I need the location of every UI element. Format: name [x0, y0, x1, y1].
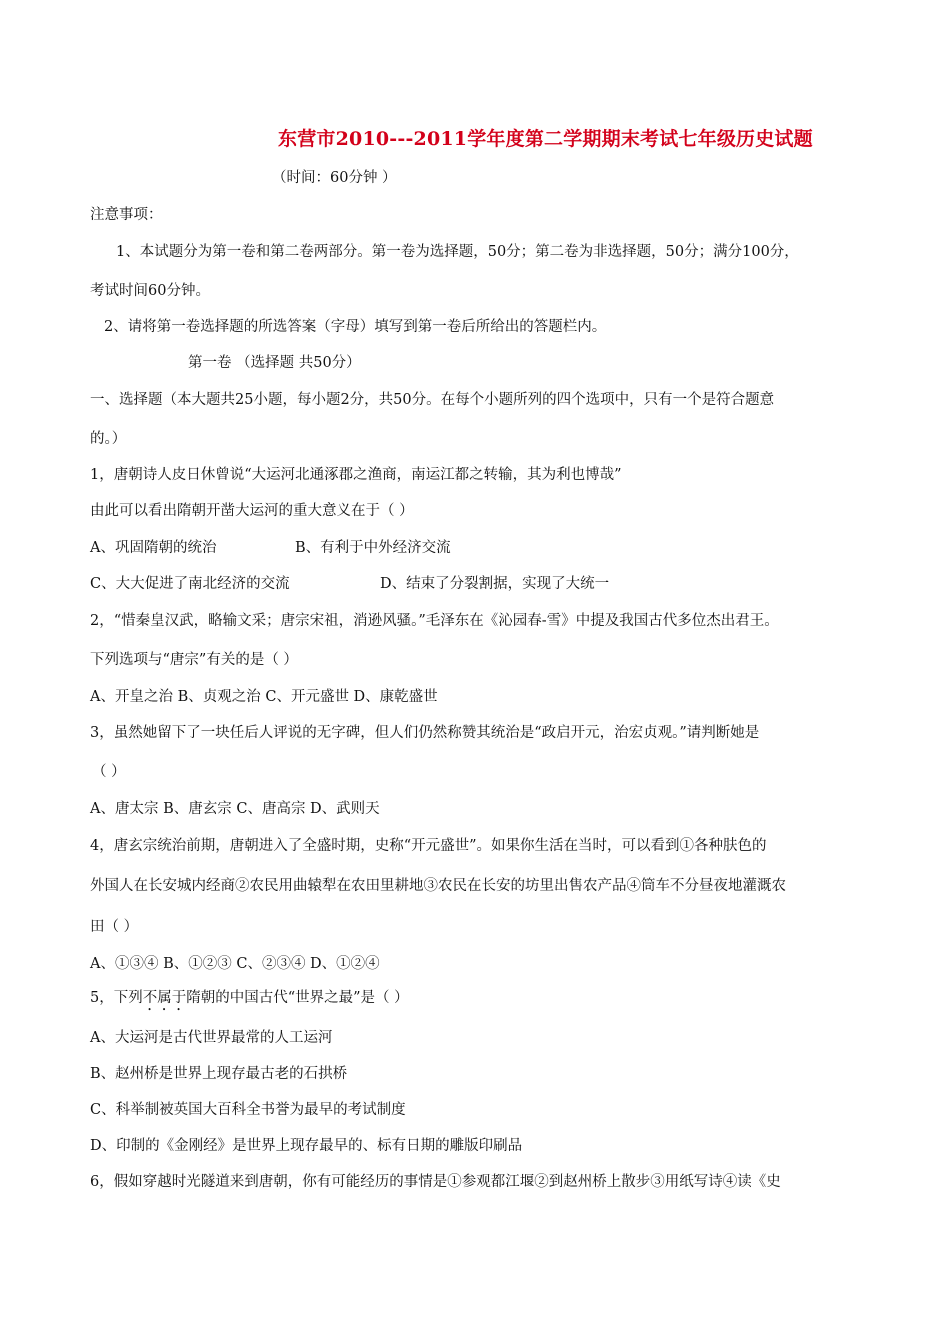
question-1-stem-line-2: 由此可以看出隋朝开凿大运河的重大意义在于（ ） — [90, 503, 414, 519]
question-4-stem-line-1: 4，唐玄宗统治前期，唐朝进入了全盛时期，史称“开元盛世”。如果你生活在当时，可以看到①各种肤色的 — [90, 838, 767, 854]
question-3-options: A、唐太宗 B、唐玄宗 C、唐高宗 D、武则天 — [90, 801, 380, 817]
question-5-option-d: D、印制的《金刚经》是世界上现存最早的、标有日期的雕版印刷品 — [90, 1138, 523, 1154]
question-5-option-c: C、科举制被英国大百科全书誉为最早的考试制度 — [90, 1102, 406, 1118]
question-5-emphasis: 不属于 — [142, 990, 187, 1006]
question-5-stem-prefix: 5，下列 — [90, 990, 143, 1006]
question-2-stem-line-1: 2，“惜秦皇汉武，略输文采；唐宗宋祖，消逊风骚。”毛泽东在《沁园春-雪》中提及我国古代多位杰出君王。 — [90, 613, 779, 629]
question-4-stem-line-2: 外国人在长安城内经商②农民用曲辕犁在农田里耕地③农民在长安的坊里出售农产品④筒车不分昼夜地灌溉农 — [90, 878, 786, 894]
notes-item-2: 2、请将第一卷选择题的所选答案（字母）填写到第一卷后所给出的答题栏内。 — [104, 319, 607, 335]
notes-item-1-line-1: 1、本试题分为第一卷和第二卷两部分。第一卷为选择题，50分；第二卷为非选择题，50分；满分100分， — [116, 244, 799, 260]
section-instructions-line-1: 一、选择题（本大题共25小题，每小题2分，共50分。在每个小题所列的四个选项中，只有一个是符合题意 — [90, 392, 775, 408]
notes-heading: 注意事项： — [90, 207, 163, 223]
exam-time: （时间：60分钟 ） — [272, 170, 397, 186]
question-6-stem-line-1: 6，假如穿越时光隧道来到唐朝，你有可能经历的事情是①参观都江堰②到赵州桥上散步③用纸写诗④读《史 — [90, 1174, 781, 1190]
question-3-stem-line-1: 3，虽然她留下了一块任后人评说的无字碑，但人们仍然称赞其统治是“政启开元，治宏贞观。”请判断她是 — [90, 725, 760, 741]
question-5-stem — [90, 988, 409, 1014]
question-5-option-a: A、大运河是古代世界最常的人工运河 — [90, 1030, 333, 1046]
question-4-stem-line-3: 田（ ） — [90, 919, 139, 935]
question-5-option-b: B、赵州桥是世界上现存最古老的石拱桥 — [90, 1066, 348, 1082]
notes-item-1-line-2: 考试时间60分钟。 — [90, 283, 210, 299]
section-instructions-line-2: 的。） — [90, 431, 127, 447]
exam-title: 东营市2010---2011学年度第二学期期末考试七年级历史试题 — [278, 128, 813, 150]
question-3-stem-line-2: （ ） — [92, 764, 126, 780]
question-1-stem-line-1: 1，唐朝诗人皮日休曾说“大运河北通涿郡之渔商，南运江都之转输，其为利也博哉” — [90, 467, 622, 483]
question-2-options: A、开皇之治 B、贞观之治 C、开元盛世 D、康乾盛世 — [90, 689, 438, 705]
part-title: 第一卷 （选择题 共50分） — [188, 355, 361, 371]
question-1-option-c: C、大大促进了南北经济的交流 — [90, 576, 290, 592]
question-1-option-d: D、结束了分裂割据，实现了大统一 — [380, 576, 610, 592]
question-2-stem-line-2: 下列选项与“唐宗”有关的是（ ） — [90, 652, 298, 668]
question-5-stem-suffix: 隋朝的中国古代“世界之最”是（ ） — [186, 990, 409, 1006]
question-1-option-b: B、有利于中外经济交流 — [295, 540, 451, 556]
question-4-options: A、①③④ B、①②③ C、②③④ D、①②④ — [90, 956, 380, 972]
question-1-option-a: A、巩固隋朝的统治 — [90, 540, 217, 556]
